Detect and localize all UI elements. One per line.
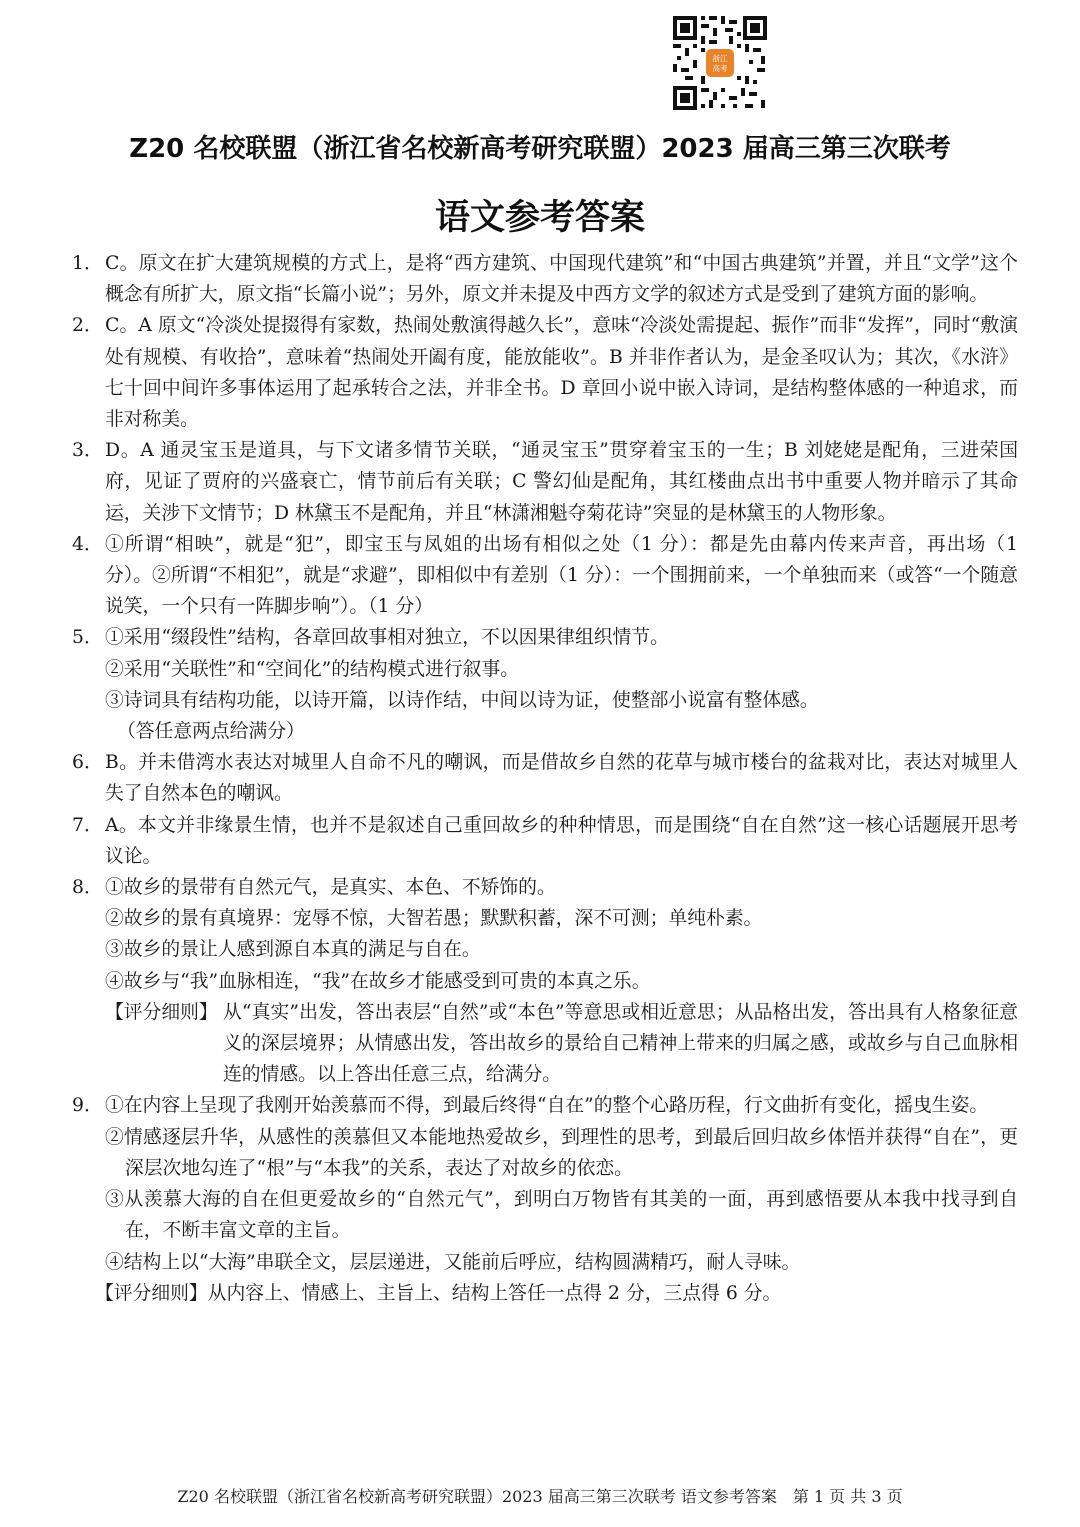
answer-number: 8． — [72, 877, 103, 899]
answer-text: ①故乡的景带有自然元气，是真实、本色、不矫饰的。 — [105, 877, 556, 899]
answer-number: 5． — [72, 627, 103, 649]
answer-item — [72, 248, 1018, 310]
answer-number: 4． — [72, 533, 103, 555]
answer-point: ②故乡的景有真境界：宠辱不惊，大智若愚；默默积蓄，深不可测；单纯朴素。 — [105, 908, 763, 930]
answer-text: B。并未借湾水表达对城里人自命不凡的嘲讽，而是借故乡自然的花草与城市楼台的盆栽对比，表达对城里人失了自然本色的嘲讽。 — [105, 752, 1018, 805]
answer-item — [72, 747, 1018, 809]
answer-list — [72, 248, 1018, 1309]
answer-text: A。本文并非缘景生情，也并不是叙述自己重回故乡的种种情思，而是围绕“自在自然”这一核心话题展开思考议论。 — [105, 814, 1018, 867]
answer-point: ②采用“关联性”和“空间化”的结构模式进行叙事。 — [105, 658, 520, 680]
answer-number: 3． — [72, 440, 103, 462]
answer-number: 7． — [72, 814, 103, 836]
answer-item — [72, 810, 1018, 872]
answer-point: ③故乡的景让人感到源自本真的满足与自在。 — [105, 939, 481, 961]
answer-point: ④故乡与“我”血脉相连，“我”在故乡才能感受到可贵的本真之乐。 — [105, 970, 651, 992]
grading-criteria — [72, 997, 1018, 1091]
grading-label: 【评分细则】 — [105, 1001, 218, 1023]
grading-criteria: 【评分细则】从内容上、情感上、主旨上、结构上答任一点得 2 分，三点得 6 分。 — [95, 1282, 782, 1304]
answer-text: C。A 原文“冷淡处提掇得有家数，热闹处敷演得越久长”，意味“冷淡处需提起、振作”而非“发挥”，同时“敷演处有规模、有收拾”，意味着“热闹处开阖有度，能放能收”。B 并非作者认为，是金圣叹认为；其次，《水浒》七十回中间许多事体运用了起承转合之法，并非全书。D 章回小说中嵌入诗词，是结构整体感的一种追求，而非对称美。 — [105, 315, 1018, 431]
answer-item — [72, 622, 1018, 653]
svg-text:高考: 高考 — [712, 64, 728, 73]
answer-item — [72, 872, 1018, 903]
answer-note: （答任意两点给满分） — [117, 721, 305, 743]
answer-number: 1． — [72, 253, 103, 274]
grading-text: 从“真实”出发，答出表层“自然”或“本色”等意思或相近意思；从品格出发，答出具有人格象征意义的深层境界；从情感出发，答出故乡的景给自己精神上带来的归属之感，或故乡与自己血脉相连的情感。以上答出任意三点，给满分。 — [223, 1001, 1018, 1086]
answer-text: ①所谓“相映”，就是“犯”，即宝玉与凤姐的出场有相似之处（1 分）：都是先由幕内传来声音，再出场（1 分）。②所谓“不相犯”，就是“求避”，即相似中有差别（1 分）：一个围拥前来，一个单独而来（或答“一个随意说笑，一个只有一阵脚步响”）。（1 分） — [105, 533, 1018, 618]
answer-text: ①采用“缀段性”结构，各章回故事相对独立，不以因果律组织情节。 — [105, 627, 669, 649]
answer-text: D。A 通灵宝玉是道具，与下文诸多情节关联，“通灵宝玉”贯穿着宝玉的一生；B 刘姥姥是配角，三进荣国府，见证了贾府的兴盛衰亡，情节前后有关联；C 警幻仙是配角，其红楼曲点出书中重要人物并暗示了其命运，关涉下文情节；D 林黛玉不是配角，并且“林潇湘魁夺菊花诗”突显的是林黛玉的人物形象。 — [105, 440, 1018, 524]
answer-point: ④结构上以“大海”串联全文，层层递进，又能前后呼应，结构圆满精巧，耐人寻味。 — [105, 1251, 801, 1273]
answer-point: ③从羡慕大海的自在但更爱故乡的“自然元气”，到明白万物皆有其美的一面，再到感悟要从本我中找寻到自在，不断丰富文章的主旨。 — [105, 1189, 1018, 1242]
answer-item — [72, 529, 1018, 623]
document-title: Z20 名校联盟（浙江省名校新高考研究联盟）2023 届高三第三次联考 — [129, 134, 951, 164]
answer-number: 6． — [72, 752, 103, 774]
answer-item — [72, 1090, 1018, 1121]
svg-text:浙江: 浙江 — [712, 54, 728, 63]
answer-number: 2． — [72, 315, 103, 337]
page-footer: Z20 名校联盟（浙江省名校新高考研究联盟）2023 届高三第三次联考 语文参考答案 第 1 页 共 3 页 — [177, 1487, 903, 1506]
answer-item — [72, 435, 1018, 529]
document-subtitle: 语文参考答案 — [434, 198, 645, 238]
answer-point: ③诗词具有结构功能，以诗开篇，以诗作结，中间以诗为证，使整部小说富有整体感。 — [105, 689, 819, 711]
answer-point: ②情感逐层升华，从感性的羡慕但又本能地热爱故乡，到理性的思考，到最后回归故乡体悟并获得“自在”，更深层次地勾连了“根”与“本我”的关系，表达了对故乡的依恋。 — [105, 1126, 1018, 1179]
answer-text: C。原文在扩大建筑规模的方式上，是将“西方建筑、中国现代建筑”和“中国古典建筑”并置，并且“文学”这个概念有所扩大，原文指“长篇小说”；另外，原文并未提及中西方文学的叙述方式是受到了建筑方面的影响。 — [105, 253, 1018, 306]
answer-number: 9． — [72, 1095, 103, 1117]
qr-code — [671, 14, 769, 112]
answer-item — [72, 310, 1018, 435]
answer-text: ①在内容上呈现了我刚开始羡慕而不得，到最后终得“自在”的整个心路历程，行文曲折有变化，摇曳生姿。 — [105, 1095, 989, 1117]
